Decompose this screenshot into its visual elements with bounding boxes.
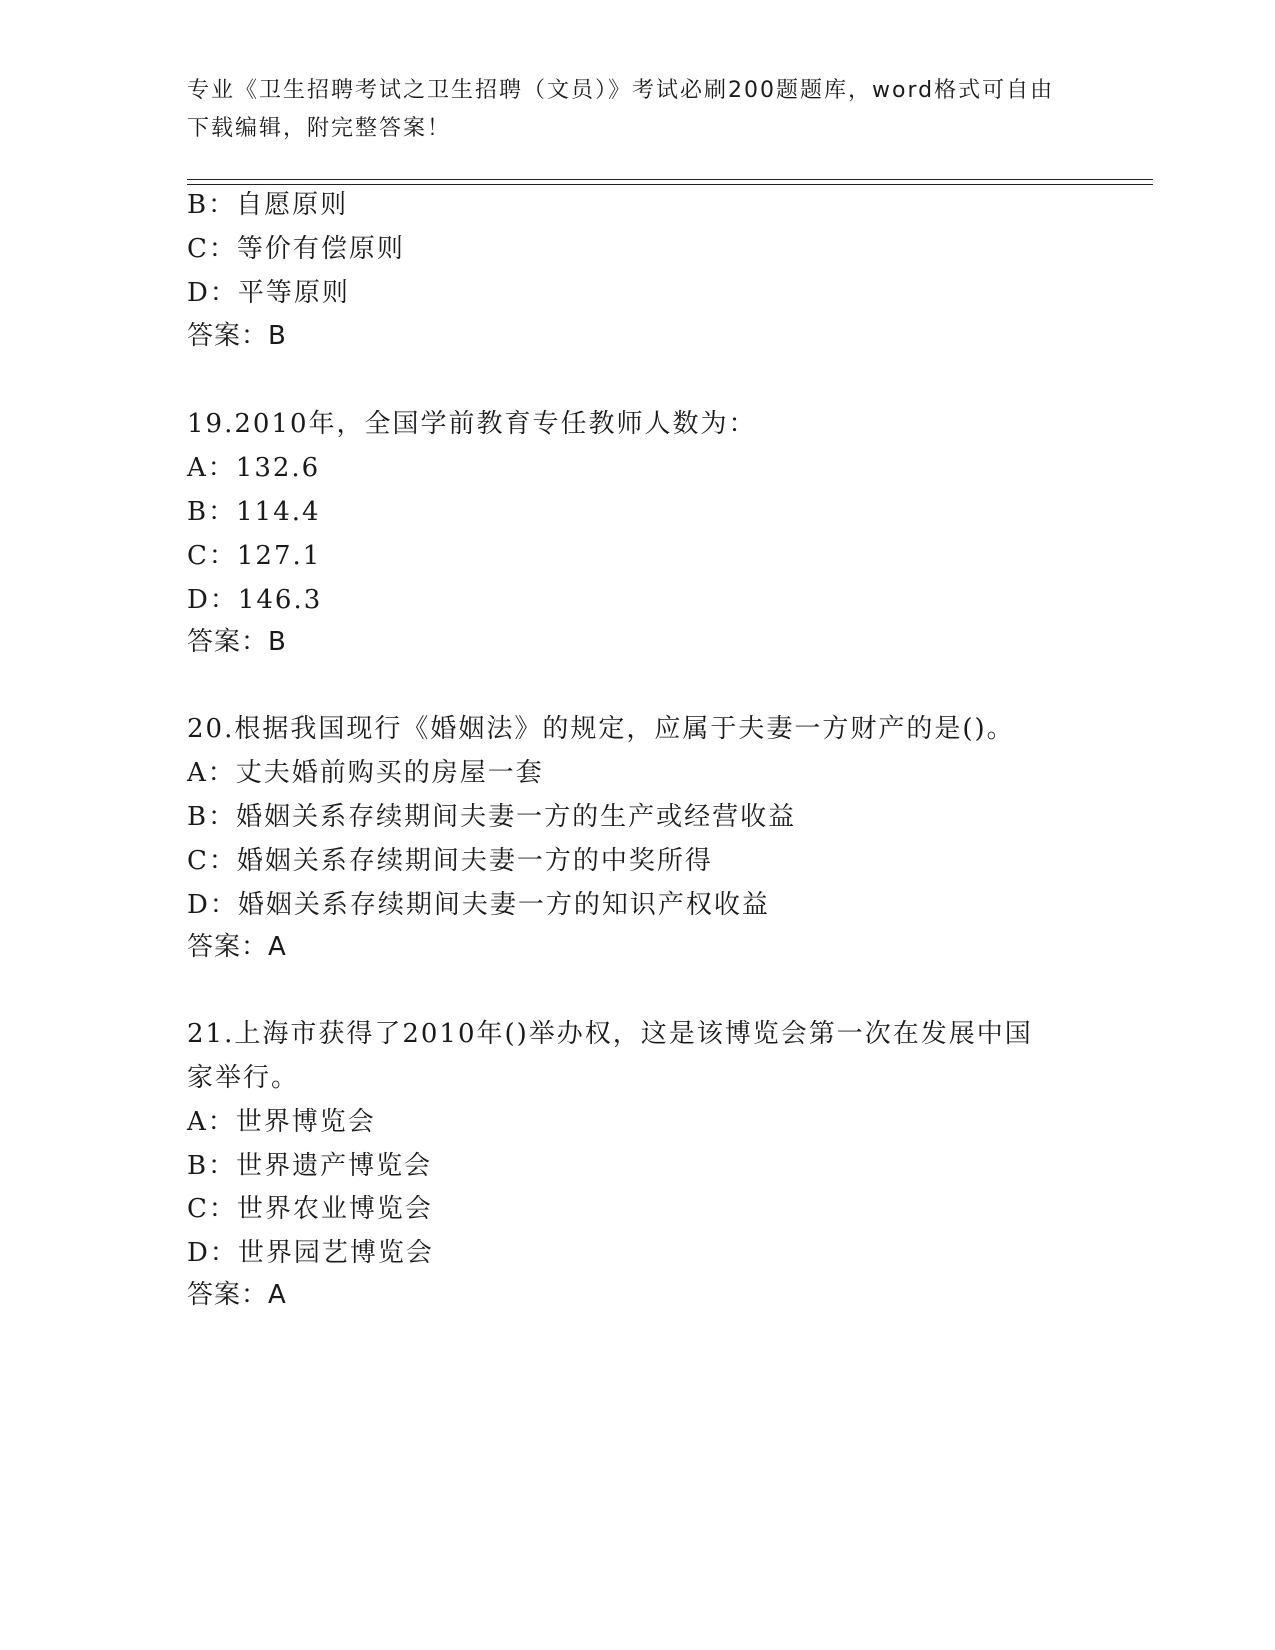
- q21-question-line1: 21.上海市获得了2010年()举办权，这是该博览会第一次在发展中国: [187, 1019, 1033, 1049]
- q20-option-c: C：婚姻关系存续期间夫妻一方的中奖所得: [187, 846, 713, 876]
- q18-option-c: C：等价有偿原则: [187, 234, 405, 264]
- q20-question: 20.根据我国现行《婚姻法》的规定，应属于夫妻一方财产的是()。: [187, 714, 1015, 744]
- q19-answer: 答案：B: [187, 627, 287, 657]
- q18-option-d: D：平等原则: [187, 278, 350, 308]
- q20-option-a: A：丈夫婚前购买的房屋一套: [187, 758, 544, 788]
- q21-answer: 答案：A: [187, 1280, 287, 1310]
- q19-option-c: C：127.1: [187, 541, 322, 571]
- header-divider-top: [187, 179, 1153, 180]
- q20-option-d: D：婚姻关系存续期间夫妻一方的知识产权收益: [187, 890, 770, 920]
- q19-question: 19.2010年，全国学前教育专任教师人数为：: [187, 409, 757, 439]
- document-header: 专业《卫生招聘考试之卫生招聘（文员）》考试必刷200题题库，word格式可自由下载编辑，附完整答案！: [187, 78, 1055, 141]
- q19-option-b: B：114.4: [187, 497, 321, 527]
- q18-answer: 答案：B: [187, 321, 287, 351]
- q19-option-a: A：132.6: [187, 453, 321, 483]
- q19-option-d: D：146.3: [187, 585, 323, 615]
- q21-option-a: A：世界博览会: [187, 1107, 376, 1137]
- q20-option-b: B：婚姻关系存续期间夫妻一方的生产或经营收益: [187, 802, 797, 832]
- q21-option-c: C：世界农业博览会: [187, 1194, 433, 1224]
- q21-option-d: D：世界园艺博览会: [187, 1238, 434, 1268]
- q21-option-b: B：世界遗产博览会: [187, 1151, 433, 1181]
- q21-question-line2: 家举行。: [187, 1063, 300, 1093]
- q20-answer: 答案：A: [187, 932, 287, 962]
- header-divider-bottom: [187, 184, 1153, 185]
- q18-option-b: B：自愿原则: [187, 190, 349, 220]
